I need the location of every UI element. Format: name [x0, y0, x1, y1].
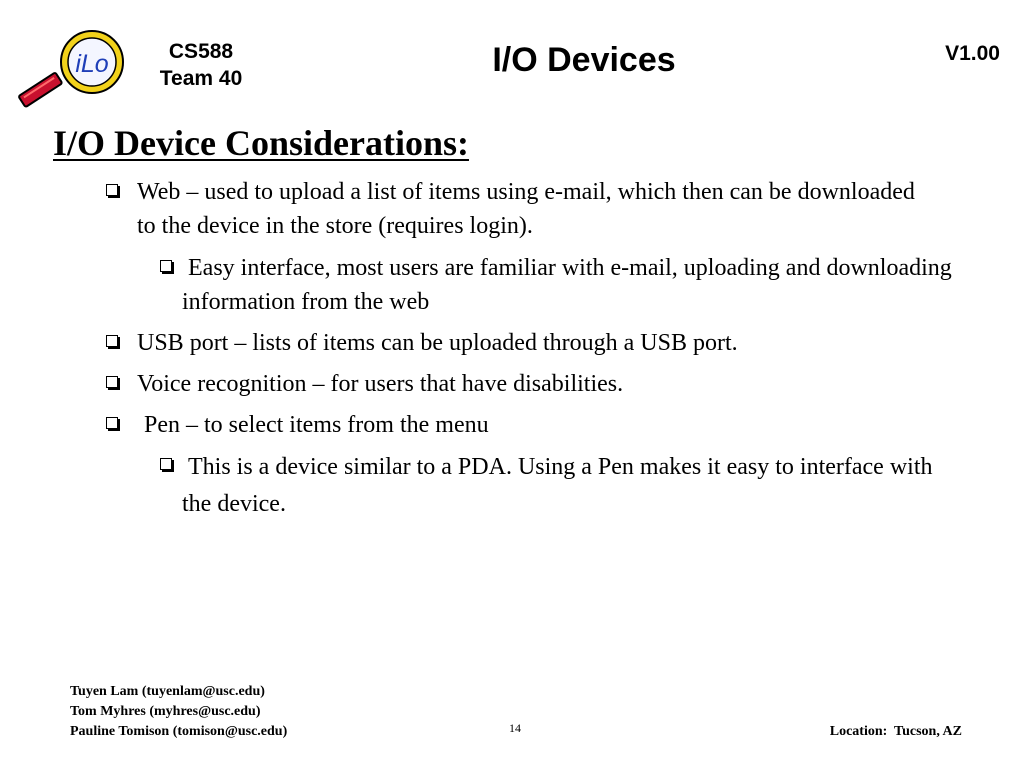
checkbox-bullet-icon [160, 260, 172, 272]
author-list [70, 682, 287, 742]
team-name: Team 40 [159, 67, 243, 90]
bullet-text: USB port – lists of items can be uploaded through a USB port. [137, 330, 738, 356]
magnifier-icon [14, 26, 132, 112]
bullet-text: Pen – to select items from the menu [144, 412, 489, 438]
checkbox-bullet-icon [160, 458, 172, 470]
sub-bullet-item [160, 251, 960, 319]
author-line: Pauline Tomison (tomison@usc.edu) [70, 724, 288, 739]
page-number: 14 [509, 721, 521, 735]
checkbox-bullet-icon [106, 335, 118, 347]
bullet-text: This is a device similar to a PDA. Using a Pen makes it easy to interface with the device. [182, 454, 933, 517]
bullet-text: Voice recognition – for users that have disabilities. [137, 371, 624, 397]
bullet-item [106, 367, 936, 401]
location-label: Location: Tucson, AZ [829, 724, 962, 739]
bullet-text: Easy interface, most users are familiar with e-mail, uploading and downloading information from the web [182, 255, 952, 315]
logo-text: iLo [75, 50, 109, 78]
checkbox-bullet-icon [106, 376, 118, 388]
bullet-item [106, 175, 936, 243]
checkbox-bullet-icon [106, 184, 118, 196]
sub-bullet-item [160, 449, 960, 523]
author-line: Tom Myhres (myhres@usc.edu) [70, 704, 261, 719]
bullet-item [106, 408, 936, 442]
slide-title: I/O Devices [492, 41, 676, 79]
logo [14, 26, 132, 112]
checkbox-bullet-icon [106, 417, 118, 429]
author-line: Tuyen Lam (tuyenlam@usc.edu) [70, 684, 265, 699]
course-code: CS588 [168, 40, 234, 63]
bullet-item [106, 326, 936, 360]
section-heading: I/O Device Considerations: [53, 123, 469, 163]
bullet-text: Web – used to upload a list of items using e-mail, which then can be downloaded to the device in the store (requires login). [137, 179, 915, 239]
version-label: V1.00 [945, 42, 1000, 65]
course-info [136, 38, 266, 92]
